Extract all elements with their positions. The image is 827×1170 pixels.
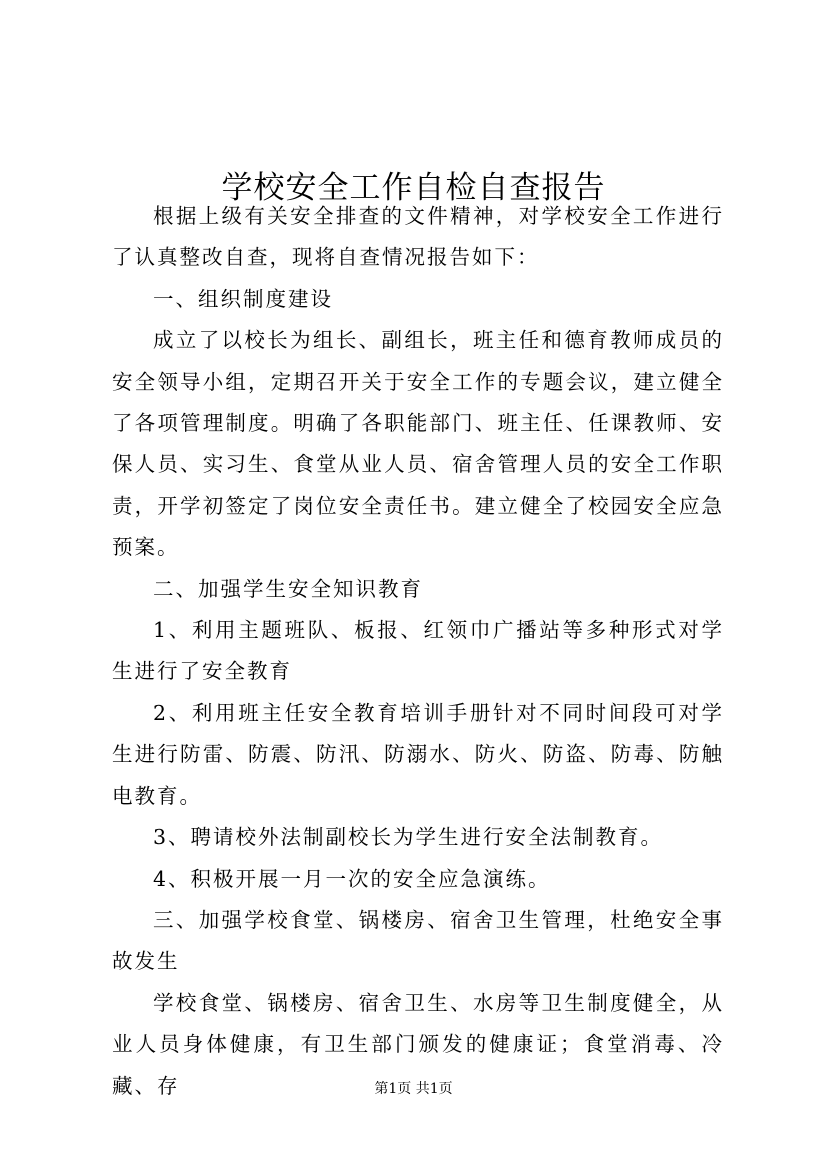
paragraph-organization: 成立了以校长为组长、副组长，班主任和德育教师成员的安全领导小组，定期召开关于安全工作的专题会议，建立健全了各项管理制度。明确了各职能部门、班主任、任课教师、安保人员、实习生、食堂从业人员、宿舍管理人员的安全工作职责，开学初签定了岗位安全责任书。建立健全了校园安全应急预案。 bbox=[112, 328, 724, 560]
paragraph-intro: 根据上级有关安全排查的文件精神，对学校安全工作进行了认真整改自查，现将自查情况报告如下： bbox=[112, 204, 724, 270]
document-title: 学校安全工作自检自查报告 bbox=[221, 169, 606, 206]
list-item-education-2: 2、利用班主任安全教育培训手册针对不同时间段可对学生进行防雷、防震、防汛、防溺水、防火、防盗、防毒、防触电教育。 bbox=[112, 700, 724, 808]
list-item-education-1: 1、利用主题班队、板报、红领巾广播站等多种形式对学生进行了安全教育 bbox=[112, 618, 724, 684]
section-heading-hygiene: 三、加强学校食堂、锅楼房、宿舍卫生管理，杜绝安全事故发生 bbox=[112, 907, 724, 974]
document-body bbox=[112, 196, 724, 1107]
paragraph-hygiene: 学校食堂、锅楼房、宿舍卫生、水房等卫生制度健全，从业人员身体健康，有卫生部门颁发的健康证；食堂消毒、冷藏、存 bbox=[112, 990, 724, 1098]
list-item-education-3: 3、聘请校外法制副校长为学生进行安全法制教育。 bbox=[153, 825, 664, 850]
page-footer: 第1页 共1页 bbox=[374, 1081, 453, 1097]
section-heading-education: 二、加强学生安全知识教育 bbox=[153, 576, 423, 601]
section-heading-organization: 一、组织制度建设 bbox=[153, 286, 333, 311]
list-item-education-4: 4、积极开展一月一次的安全应急演练。 bbox=[153, 866, 551, 891]
